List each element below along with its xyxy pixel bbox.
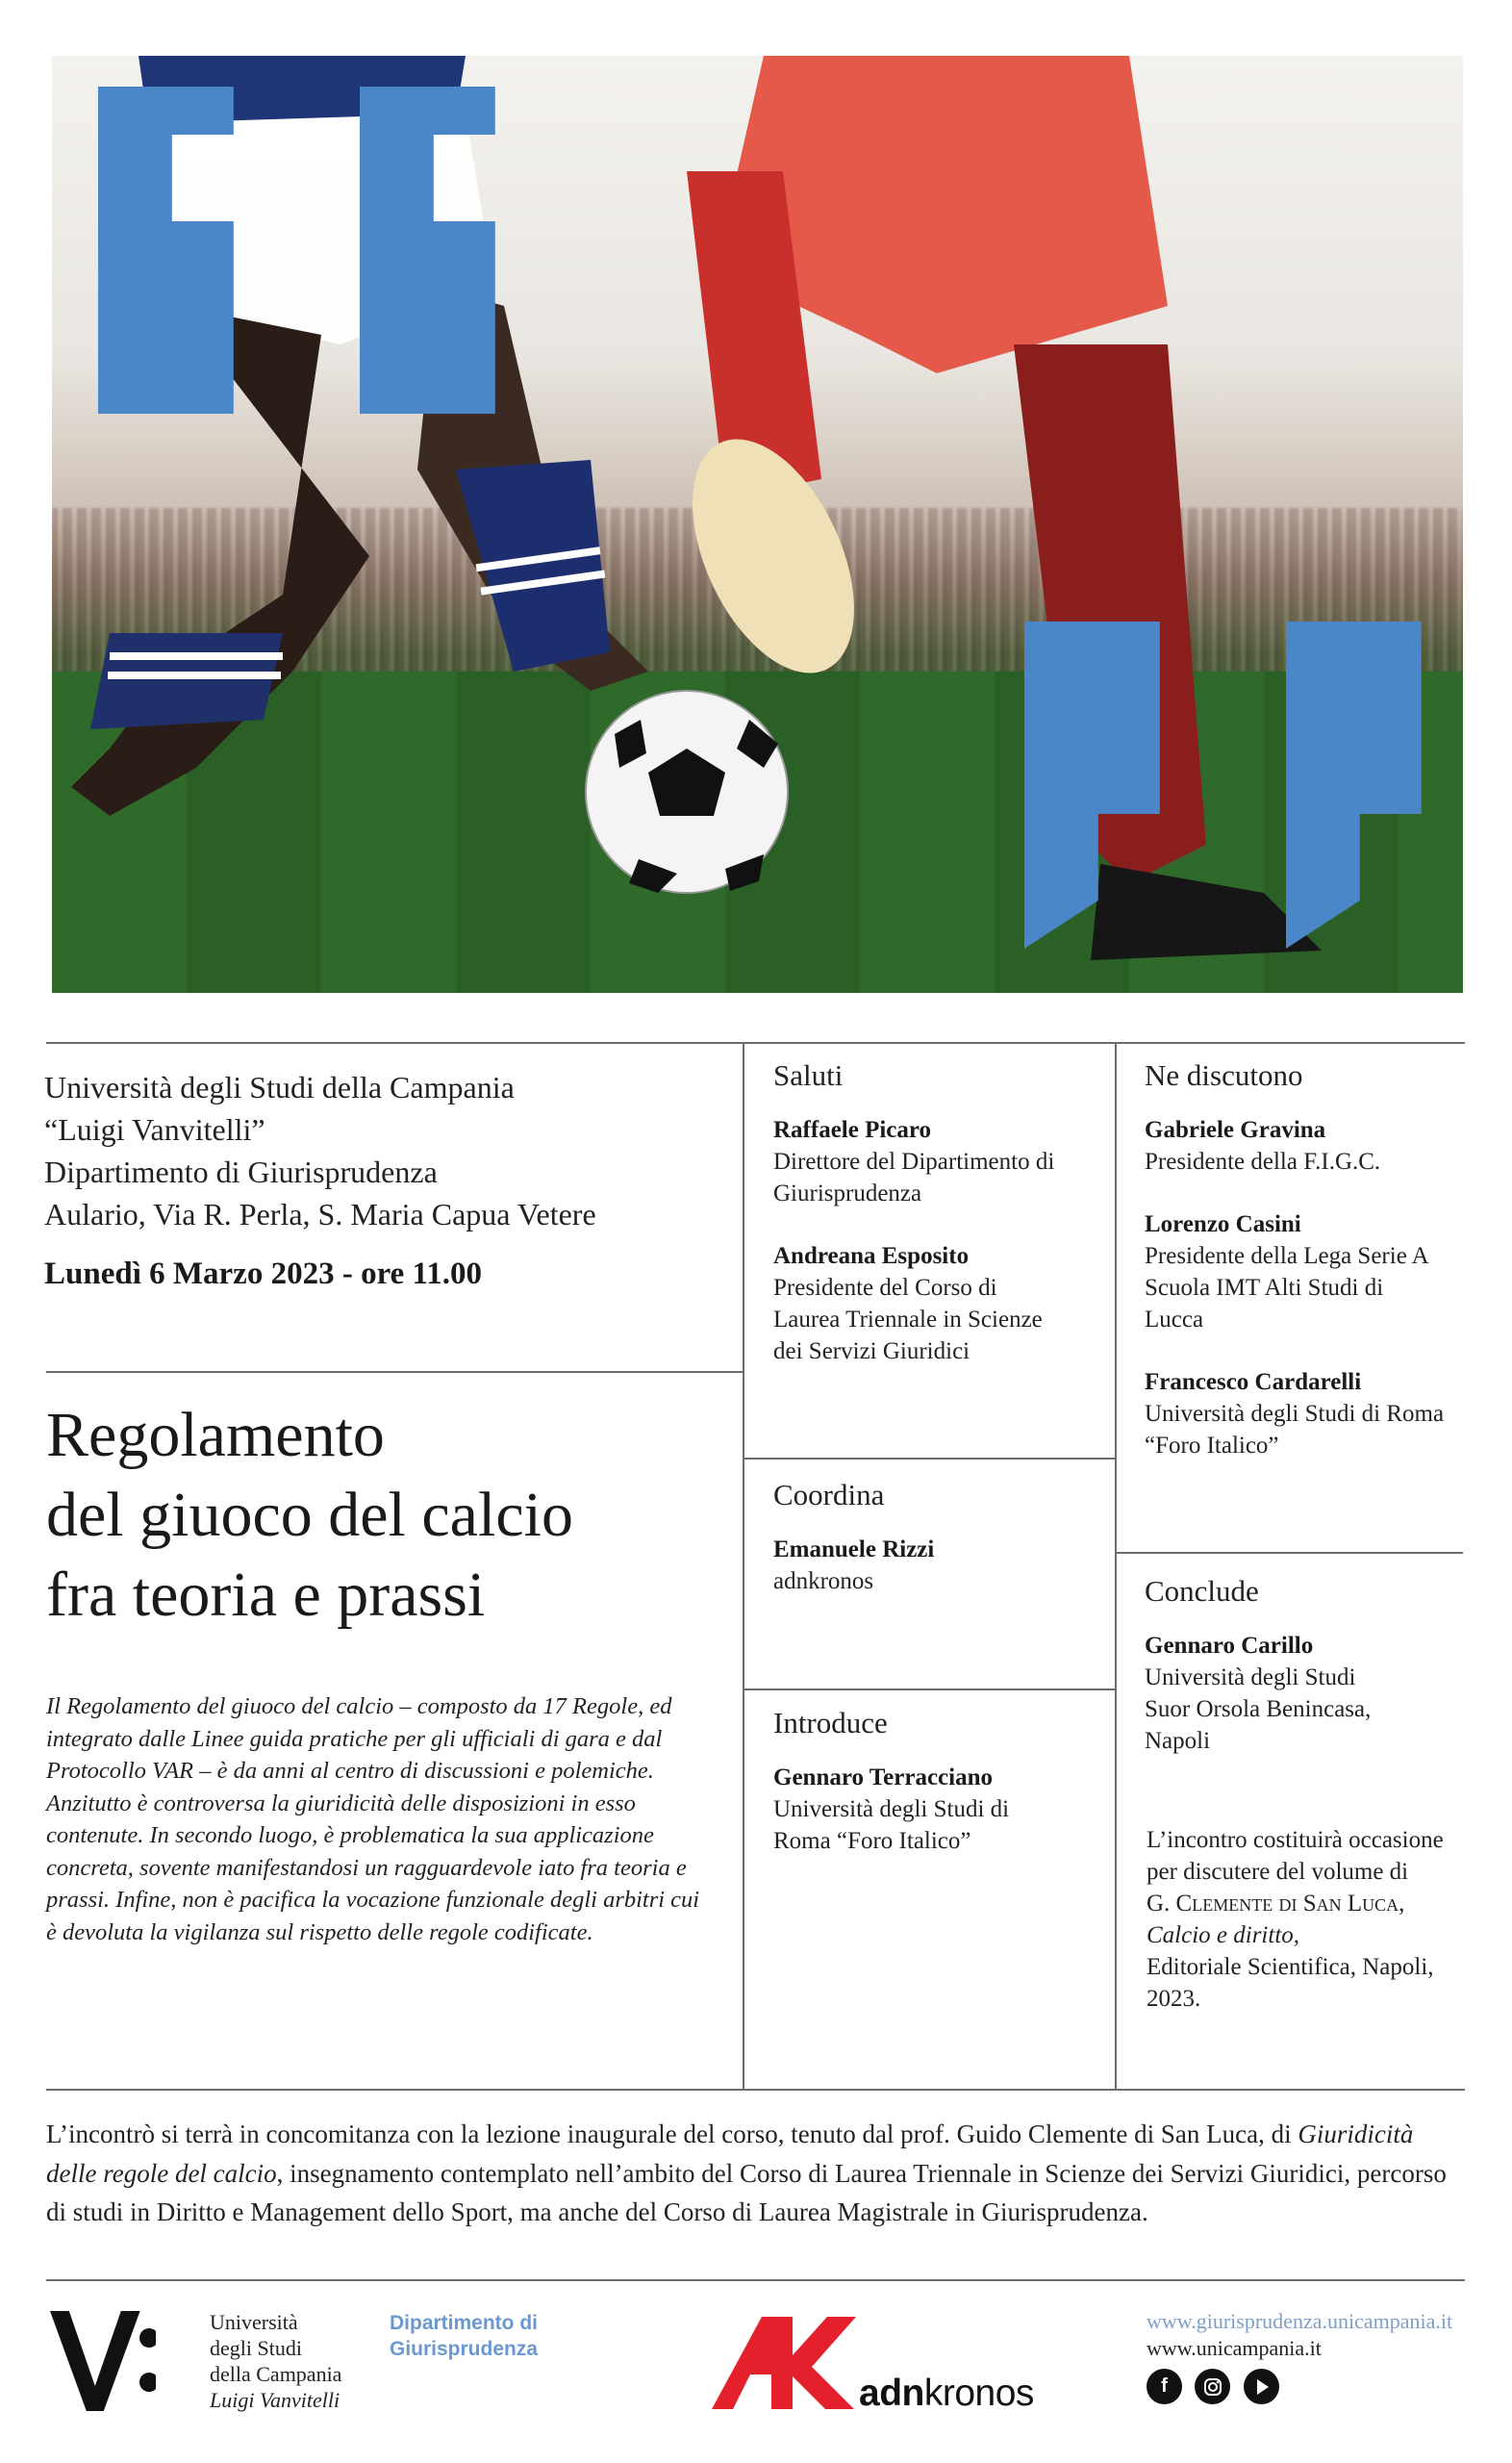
event-title bbox=[46, 1395, 739, 1635]
adnkronos-logo-icon bbox=[712, 2317, 856, 2409]
instagram-icon[interactable] bbox=[1195, 2369, 1230, 2404]
speaker-name: Gennaro Carillo bbox=[1145, 1633, 1314, 1659]
speaker-role: Presidente del Corso di Laurea Triennale in Scienze dei Servizi Giuridici bbox=[773, 1275, 1043, 1364]
title-line: fra teoria e prassi bbox=[46, 1560, 486, 1630]
speaker-role: Presidente della F.I.G.C. bbox=[1145, 1149, 1381, 1175]
venue-address bbox=[44, 1066, 718, 1235]
section-heading: Coordina bbox=[773, 1478, 885, 1511]
section-heading: Introduce bbox=[773, 1706, 888, 1739]
speaker-role: Università degli Studi Suor Orsola Benincasa, Napoli bbox=[1145, 1664, 1372, 1754]
book-title: Calcio e diritto, bbox=[1147, 1922, 1300, 1948]
speaker-name: Raffaele Picaro bbox=[773, 1117, 932, 1143]
speaker-role: Direttore del Dipartimento di Giurisprudenza bbox=[773, 1149, 1055, 1206]
course-title: Giuridicità delle regole del calcio bbox=[46, 2120, 1414, 2188]
address-line: Aulario, Via R. Perla, S. Maria Capua Vetere bbox=[44, 1197, 596, 1232]
section-ne-discutono bbox=[1145, 1058, 1472, 1461]
speaker-name: Emanuele Rizzi bbox=[773, 1536, 935, 1562]
section-heading: Conclude bbox=[1145, 1574, 1259, 1608]
open-quote-icon bbox=[98, 87, 502, 414]
speaker-role: Università degli Studi di Roma “Foro Italico” bbox=[773, 1796, 1010, 1854]
close-quote-icon bbox=[1024, 622, 1428, 949]
youtube-icon[interactable] bbox=[1244, 2369, 1279, 2404]
rule-mid-2 bbox=[743, 1689, 1115, 1690]
speaker-name: Francesco Cardarelli bbox=[1145, 1369, 1362, 1395]
top-rule bbox=[46, 1042, 1465, 1044]
vanvitelli-logo-icon bbox=[50, 2311, 156, 2411]
speaker-role: adnkronos bbox=[773, 1568, 874, 1594]
section-heading: Saluti bbox=[773, 1058, 844, 1092]
closing-paragraph: L’incontrò si terrà in concomitanza con la lezione inaugurale del corso, tenuto dal prof. Guido Clemente di San Luca, di Giuridicità delle regole del calcio, insegnamento contemplato nell’ambito del Corso di Laurea Triennale in Scienze dei Servizi Giuridici, percorso di studi in Diritto e Management dello Sport, ma anche del Corso di Laurea Magistrale in Giurisprudenza. bbox=[46, 2120, 1447, 2226]
section-heading: Ne discutono bbox=[1145, 1058, 1303, 1092]
bottom-rule bbox=[46, 2089, 1465, 2091]
rule-right-1 bbox=[1115, 1552, 1463, 1554]
adnkronos-wordmark: adnkronos bbox=[859, 2373, 1034, 2414]
speaker-role: Presidente della Lega Serie A Scuola IMT Alti Studi di Lucca bbox=[1145, 1243, 1429, 1333]
facebook-icon[interactable]: f bbox=[1147, 2369, 1182, 2404]
section-coordina bbox=[773, 1478, 1100, 1597]
title-line: Regolamento bbox=[46, 1400, 385, 1470]
address-line: “Luigi Vanvitelli” bbox=[44, 1112, 265, 1147]
speaker-name: Lorenzo Casini bbox=[1145, 1211, 1301, 1237]
event-date: Lunedì 6 Marzo 2023 - ore 11.00 bbox=[44, 1257, 482, 1291]
address-line: Dipartimento di Giurisprudenza bbox=[44, 1155, 438, 1189]
section-saluti bbox=[773, 1058, 1100, 1367]
book-note: L’incontro costituirà occasione per discutere del volume di G. Clemente di San Luca, Calcio e diritto, Editoriale Scientifica, Napoli, 2023. bbox=[1147, 1824, 1474, 2015]
hero-image bbox=[52, 56, 1463, 993]
footer-rule bbox=[46, 2279, 1465, 2281]
speaker-role: Università degli Studi di Roma “Foro Italico” bbox=[1145, 1401, 1445, 1459]
abstract-text: Il Regolamento del giuoco del calcio – composto da 17 Regole, ed integrato dalle Linee guida pratiche per gli ufficiali di gara e dal Protocollo VAR – è da anni al centro di discussioni e polemiche. Anzitutto è controversa la giuridicità delle disposizioni in esso contenute. In secondo luogo, è problematica la sua applicazione concreta, sovente manifestandosi un ragguardevole iato fra teoria e prassi. Infine, non è pacifica la vocazione funzionale degli arbitri cui è devoluta la vigilanza sul rispetto delle regole codificate. bbox=[46, 1693, 700, 1945]
section-conclude bbox=[1145, 1574, 1472, 1757]
col-divider-1 bbox=[743, 1042, 744, 2089]
speaker-name: Gabriele Gravina bbox=[1145, 1117, 1326, 1143]
department-url[interactable]: www.giurisprudenza.unicampania.it bbox=[1147, 2309, 1453, 2333]
university-name: Università degli Studi della Campania Luigi Vanvitelli bbox=[210, 2310, 342, 2412]
col-divider-2 bbox=[1115, 1042, 1117, 2089]
speaker-name: Andreana Esposito bbox=[773, 1243, 970, 1269]
university-url[interactable]: www.unicampania.it bbox=[1147, 2336, 1322, 2360]
department-name: Dipartimento di Giurisprudenza bbox=[390, 2312, 539, 2360]
section-introduce bbox=[773, 1706, 1100, 1857]
title-line: del giuoco del calcio bbox=[46, 1480, 573, 1550]
rule-mid-1 bbox=[743, 1458, 1115, 1460]
book-author: G. Clemente di San Luca, bbox=[1147, 1891, 1405, 1917]
rule-left-mid bbox=[46, 1371, 743, 1373]
speaker-name: Gennaro Terracciano bbox=[773, 1765, 994, 1790]
address-line: Università degli Studi della Campania bbox=[44, 1070, 515, 1105]
